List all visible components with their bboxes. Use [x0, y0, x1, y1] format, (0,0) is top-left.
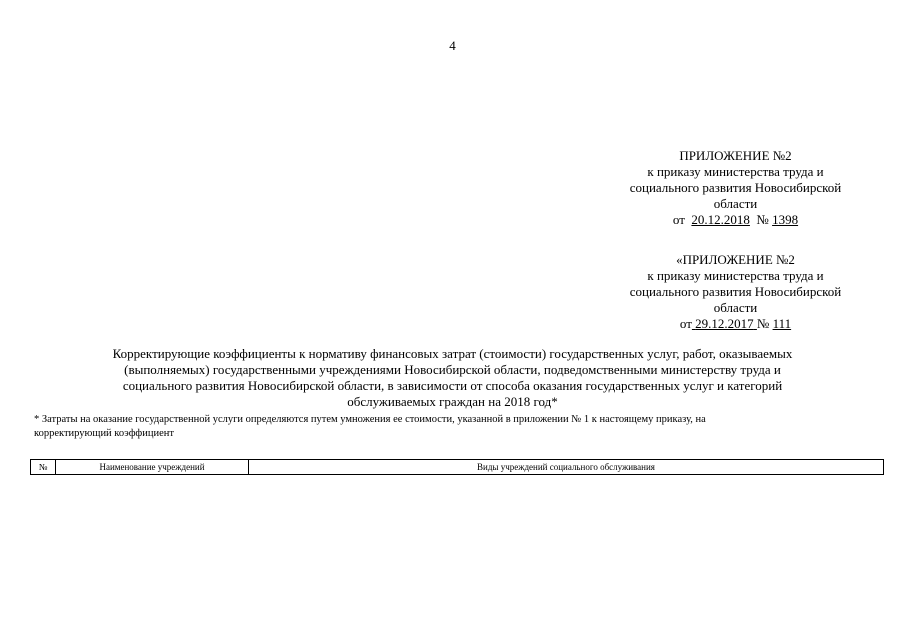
appendix-heading: «ПРИЛОЖЕНИЕ №2 [676, 252, 795, 267]
order-date: 29.12.2017 [695, 316, 754, 331]
order-date: 20.12.2018 [691, 212, 750, 227]
table-header-row [31, 460, 884, 475]
title-line: (выполняемых) государственными учреждениями Новосибирской области, подведомственными министерству труда и [124, 362, 781, 377]
title-line: обслуживаемых граждан на 2018 год* [347, 394, 558, 409]
appendix-heading: ПРИЛОЖЕНИЕ №2 [679, 148, 792, 163]
coefficients-table [30, 459, 884, 475]
title-line: социального развития Новосибирской области, в зависимости от способа оказания государственных услуг и категорий [122, 378, 783, 393]
appendix-line: к приказу министерства труда и [647, 268, 824, 283]
number-prefix: № [756, 316, 770, 331]
date-prefix: от [679, 316, 692, 331]
appendix-date-line [600, 316, 871, 332]
footnote-line: корректирующий коэффициент [34, 428, 174, 439]
header-institution-types: Виды учреждений социального обслуживания [249, 460, 884, 475]
appendix-line: социального развития Новосибирской [629, 284, 842, 299]
header-institution-name: Наименование учреждений [56, 460, 249, 475]
number-prefix: № [756, 212, 769, 227]
appendix-current-block [600, 148, 871, 228]
order-number: 111 [772, 316, 792, 331]
footnote-line: * Затраты на оказание государственной услуги определяются путем умножения ее стоимости, указанной в приложении № 1 к настоящему приказу, на [34, 414, 706, 425]
order-number: 1398 [772, 212, 799, 227]
appendix-line: области [713, 300, 758, 315]
appendix-previous-block [600, 252, 871, 332]
document-title [40, 346, 865, 410]
appendix-line: социального развития Новосибирской [629, 180, 842, 195]
appendix-line: области [713, 196, 758, 211]
title-line: Корректирующие коэффициенты к нормативу финансовых затрат (стоимости) государственных услуг, работ, оказываемых [112, 346, 793, 361]
appendix-date-line [600, 212, 871, 228]
footnote [34, 413, 884, 441]
page-number: 4 [449, 38, 456, 53]
date-prefix: от [672, 212, 685, 227]
header-number: № [31, 460, 56, 475]
appendix-line: к приказу министерства труда и [647, 164, 824, 179]
